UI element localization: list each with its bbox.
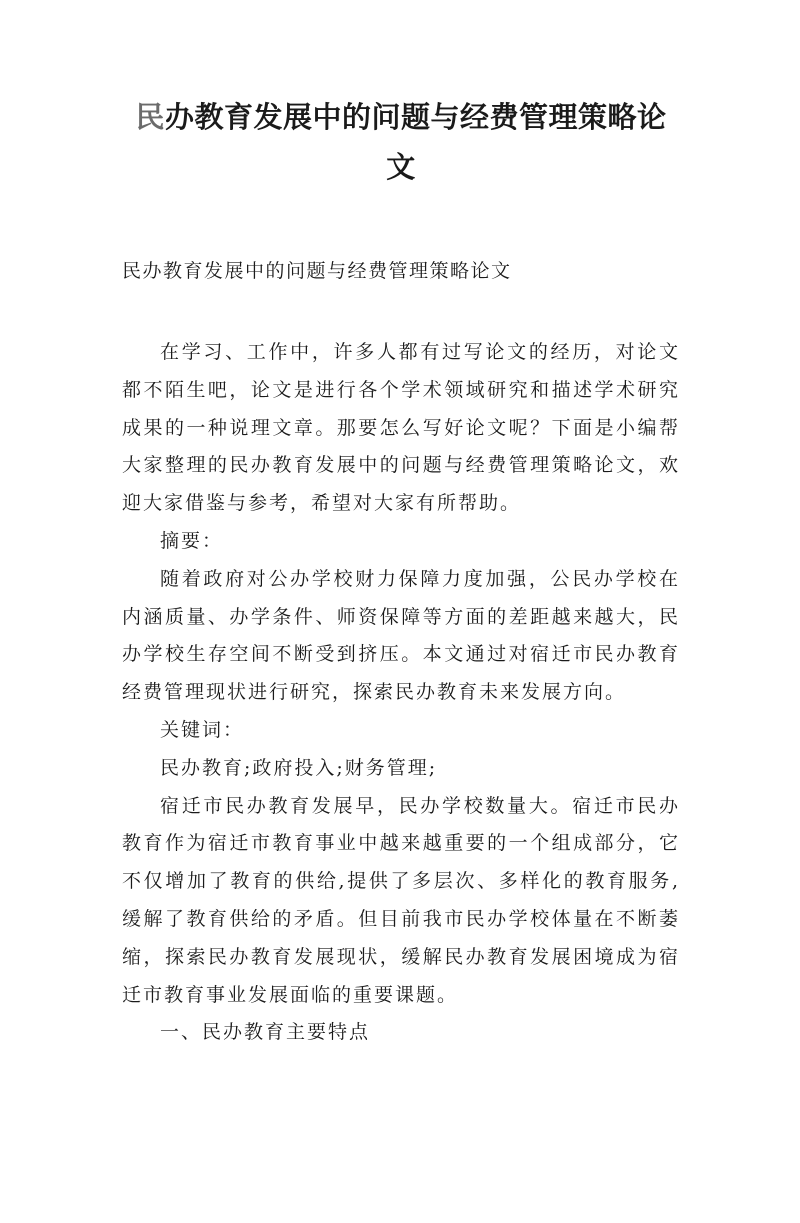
paragraph-abstract-label: 摘要： (160, 529, 224, 552)
document-title (122, 92, 680, 192)
paragraph-background: 宿迁市民办教育发展早，民办学校数量大。宿迁市民办教育作为宿迁市教育事业中越来越重要的一个组成部分，它不仅增加了教育的供给,提供了多层次、多样化的教育服务,缓解了教育供给的矛盾。但目前我市民办学校体量在不断萎缩，探索民办教育发展现状，缓解民办教育发展困境成为宿迁市教育事业发展面临的重要课题。 (122, 794, 680, 1006)
paragraph-abstract: 随着政府对公办学校财力保障力度加强，公民办学校在内涵质量、办学条件、师资保障等方面的差距越来越大，民办学校生存空间不断受到挤压。本文通过对宿迁市民办教育经费管理现状进行研究，探索民办教育未来发展方向。 (122, 567, 680, 704)
paragraph-keywords: 民办教育;政府投入;财务管理; (160, 756, 438, 779)
document-page (0, 92, 800, 1223)
section-heading: 一、民办教育主要特点 (160, 1021, 371, 1044)
document-subtitle: 民办教育发展中的问题与经费管理策略论文 (122, 260, 512, 282)
paragraph-intro: 在学习、工作中，许多人都有过写论文的经历，对论文都不陌生吧，论文是进行各个学术领域研究和描述学术研究成果的一种说理文章。那要怎么写好论文呢？下面是小编帮大家整理的民办教育发展中的问题与经费管理策略论文，欢迎大家借鉴与参考，希望对大家有所帮助。 (122, 341, 680, 515)
title-first-char: 民 (135, 100, 165, 134)
document-body (122, 334, 680, 1052)
title-text: 办教育发展中的问题与经费管理策略论文 (165, 100, 667, 184)
paragraph-keywords-label: 关键词： (160, 718, 245, 741)
